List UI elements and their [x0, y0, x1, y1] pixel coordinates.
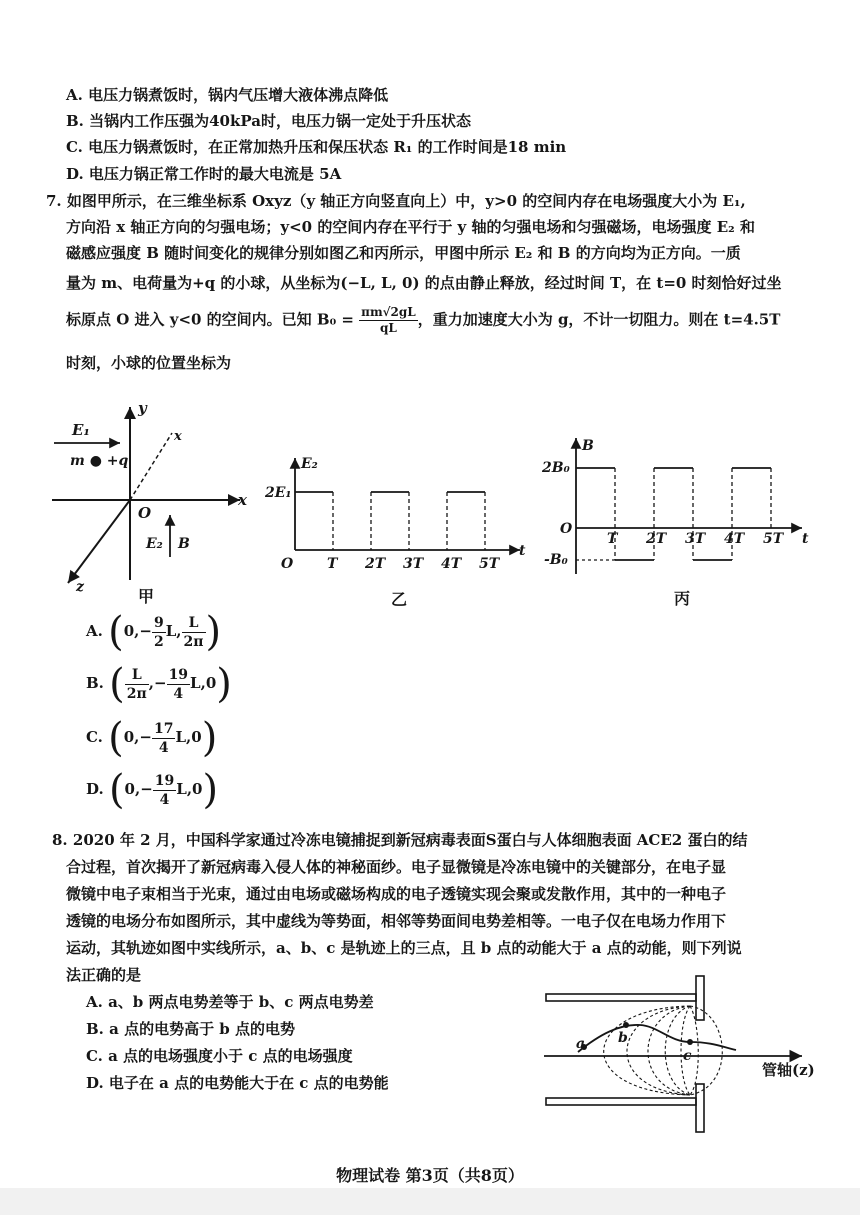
q7-stem-line-4: 量为 m、电荷量为+q 的小球，从坐标为(−L, L, 0) 的点由静止释放，经过时间 T，在 t=0 时刻恰好过坐: [66, 274, 782, 292]
figure-jia: [40, 395, 260, 610]
q8-stem-line-2: 合过程，首次揭开了新冠病毒入侵人体的神秘面纱。电子显微镜是冷冻电镜中的关键部分，在电子显: [66, 858, 727, 876]
top-electrode-flange: [696, 976, 704, 1020]
q7-option-b-letter: B.: [86, 674, 104, 692]
bing-high-label: 2B₀: [542, 460, 570, 476]
q7-stem-line-2: 方向沿 x 轴正方向的匀强电场；y<0 的空间内存在平行于 y 轴的匀强电场和匀强磁场，电场强度 E₂ 和: [66, 218, 755, 236]
top-electrode: [546, 994, 696, 1001]
charge-label: m ● +q: [70, 453, 129, 469]
q6-option-c: C. 电压力锅煮饭时，在正常加热升压和保压状态 R₁ 的工作时间是18 min: [66, 138, 567, 156]
q7-option-d-letter: D.: [86, 780, 104, 798]
b0-fraction: [359, 305, 418, 336]
q7-c-tail: L,0: [175, 728, 202, 746]
z-axis-label: z: [76, 579, 84, 595]
x-axis-label: x: [238, 491, 247, 509]
q8-stem-line-3: 微镜中电子束相当于光束，通过由电场或磁场构成的电子透镜实现会聚或发散作用，其中的一种电子: [66, 885, 727, 903]
q7-d-num: 19: [154, 772, 175, 789]
bottom-electrode: [546, 1098, 696, 1105]
yi-xlabel: t: [519, 543, 526, 559]
q7-a-num: 9: [153, 614, 164, 631]
q7-d-den: 4: [159, 791, 170, 808]
q7-b-sep: ,: [148, 674, 154, 692]
yi-tick-label: 5T: [479, 556, 500, 572]
q7-option-a: A. (0,− $\frac{9}{2}$ L, $\frac{L}{2\pi}$ ): [86, 609, 222, 655]
q7-stem-line-1: 7. 如图甲所示，在三维坐标系 Oxyz（y 轴正方向竖直向上）中，y>0 的空间内存在电场强度大小为 E₁,: [46, 192, 746, 210]
q8-option-b: B. a 点的电势高于 b 点的电势: [86, 1020, 295, 1038]
q7-option-c-letter: C.: [86, 728, 103, 746]
q8-option-a: A. a、b 两点电势差等于 b、c 两点电势差: [86, 993, 374, 1011]
q7-option-b: B. ( $\frac{L}{2\pi}$ ,− $\frac{19}{4}$ L,0): [86, 661, 232, 707]
bing-xlabel: t: [802, 531, 809, 547]
q7-c-den: 4: [158, 739, 169, 756]
yi-waveform: [295, 492, 485, 550]
bing-low-label: -B₀: [544, 552, 568, 568]
q6-option-a: A. 电压力锅煮饭时，锅内气压增大液体沸点降低: [66, 86, 389, 104]
q6-option-b: B. 当锅内工作压强为40kPa时，电压力锅一定处于升压状态: [66, 112, 471, 130]
yi-origin: O: [281, 556, 294, 572]
q7-option-a-letter: A.: [86, 622, 103, 640]
point-c: [687, 1039, 693, 1045]
e1-label: E₁: [72, 421, 91, 439]
q8-stem-line-4: 透镜的电场分布如图所示，其中虚线为等势面，相邻等势面间电势差相等。一电子仅在电场力作用下: [66, 912, 727, 930]
q7-d-tail: L,0: [176, 780, 203, 798]
figure-bing: [540, 432, 820, 610]
q7-option-c: C. (0,− $\frac{17}{4}$ L,0): [86, 715, 218, 761]
scan-edge: [0, 1188, 860, 1215]
b0-denominator: qL: [380, 321, 397, 335]
label-a: a: [576, 1036, 586, 1052]
b-label: B: [178, 536, 190, 552]
q7-a-c-num: L: [182, 614, 206, 633]
caption-bing: 丙: [674, 589, 691, 608]
q7-b-den: 4: [173, 685, 184, 702]
q8-stem-line-1: 8. 2020 年 2 月，中国科学家通过冷冻电镜捕捉到新冠病毒表面S蛋白与人体细胞表面 ACE2 蛋白的结: [52, 831, 748, 849]
origin-label: O: [138, 504, 152, 522]
electron-trajectory: [578, 1025, 736, 1052]
e2-label: E₂: [146, 536, 163, 552]
axis-label: 管轴(z): [762, 1061, 815, 1079]
q8-option-c: C. a 点的电场强度小于 c 点的电场强度: [86, 1047, 353, 1065]
bing-origin: O: [560, 521, 573, 537]
q7-c-num: 17: [154, 720, 174, 737]
q7-b-tail: L,0: [190, 674, 217, 692]
q7-b-sign: −: [153, 674, 167, 692]
yi-level-label: 2E₁: [265, 485, 292, 501]
q7-b-a-num: L: [125, 666, 149, 685]
y-axis-label: y: [138, 399, 147, 417]
q8-option-d: D. 电子在 a 点的电势能大于在 c 点的电势能: [86, 1074, 389, 1092]
q7-c-sign: −: [139, 728, 152, 746]
yi-tick-label: 3T: [403, 556, 424, 572]
bing-tick-label: 4T: [724, 531, 745, 547]
q7-b-num: 19: [168, 666, 189, 683]
point-b: [623, 1022, 629, 1028]
yi-tick-label: 2T: [365, 556, 386, 572]
q7-a-tail: L,: [165, 622, 182, 640]
caption-jia: 甲: [138, 587, 155, 606]
q7-a-c-den: 2π: [183, 633, 204, 650]
q7-line5-after: ，重力加速度大小为 g，不计一切阻力。则在 t=4.5T: [417, 310, 781, 329]
q7-a-sign: −: [139, 622, 152, 640]
bing-tick-label: 5T: [763, 531, 784, 547]
q7-d-sign: −: [140, 780, 153, 798]
yi-tick-label: T: [327, 556, 338, 572]
q7-a-coord-x: 0,: [123, 622, 140, 640]
figure-electron-lens: [540, 970, 840, 1142]
bing-tick-label: 2T: [646, 531, 667, 547]
q8-stem-line-6: 法正确的是: [66, 966, 142, 984]
dashed-axis: [130, 433, 172, 500]
label-b: b: [618, 1030, 628, 1046]
bing-tick-label: T: [607, 531, 618, 547]
q7-stem-line-3: 磁感应强度 B 随时间变化的规律分别如图乙和丙所示，甲图中所示 E₂ 和 B 的方向均为正方向。一质: [66, 244, 741, 262]
q7-c-coord-x: 0,: [123, 728, 140, 746]
q8-stem-line-5: 运动，其轨迹如图中实线所示，a、b、c 是轨迹上的三点，且 b 点的动能大于 a 点的动能，则下列说: [66, 939, 742, 957]
page-footer: 物理试卷 第3页（共8页）: [336, 1166, 524, 1185]
caption-yi: 乙: [391, 590, 408, 609]
bottom-electrode-flange: [696, 1084, 704, 1132]
bing-ylabel: B: [582, 438, 594, 454]
q7-line5-before: 标原点 O 进入 y<0 的空间内。已知 B₀ =: [66, 310, 360, 329]
q7-stem-line-5: [66, 305, 780, 336]
bing-tick-label: 3T: [685, 531, 706, 547]
dashed-x-label: x: [174, 429, 182, 444]
q7-d-coord-x: 0,: [124, 780, 141, 798]
z-axis: [68, 500, 130, 583]
q7-b-a-den: 2π: [126, 685, 147, 702]
q7-a-den: 2: [153, 633, 164, 650]
yi-ylabel: E₂: [301, 456, 318, 472]
q7-stem-line-6: 时刻，小球的位置坐标为: [66, 354, 232, 372]
q7-option-d: D. (0,− $\frac{19}{4}$ L,0): [86, 767, 219, 813]
q6-option-d: D. 电压力锅正常工作时的最大电流是 5A: [66, 165, 342, 183]
figure-yi: [265, 450, 535, 610]
b0-numerator: πm√2gL: [361, 305, 416, 319]
label-c: c: [683, 1048, 692, 1064]
yi-tick-label: 4T: [441, 556, 462, 572]
